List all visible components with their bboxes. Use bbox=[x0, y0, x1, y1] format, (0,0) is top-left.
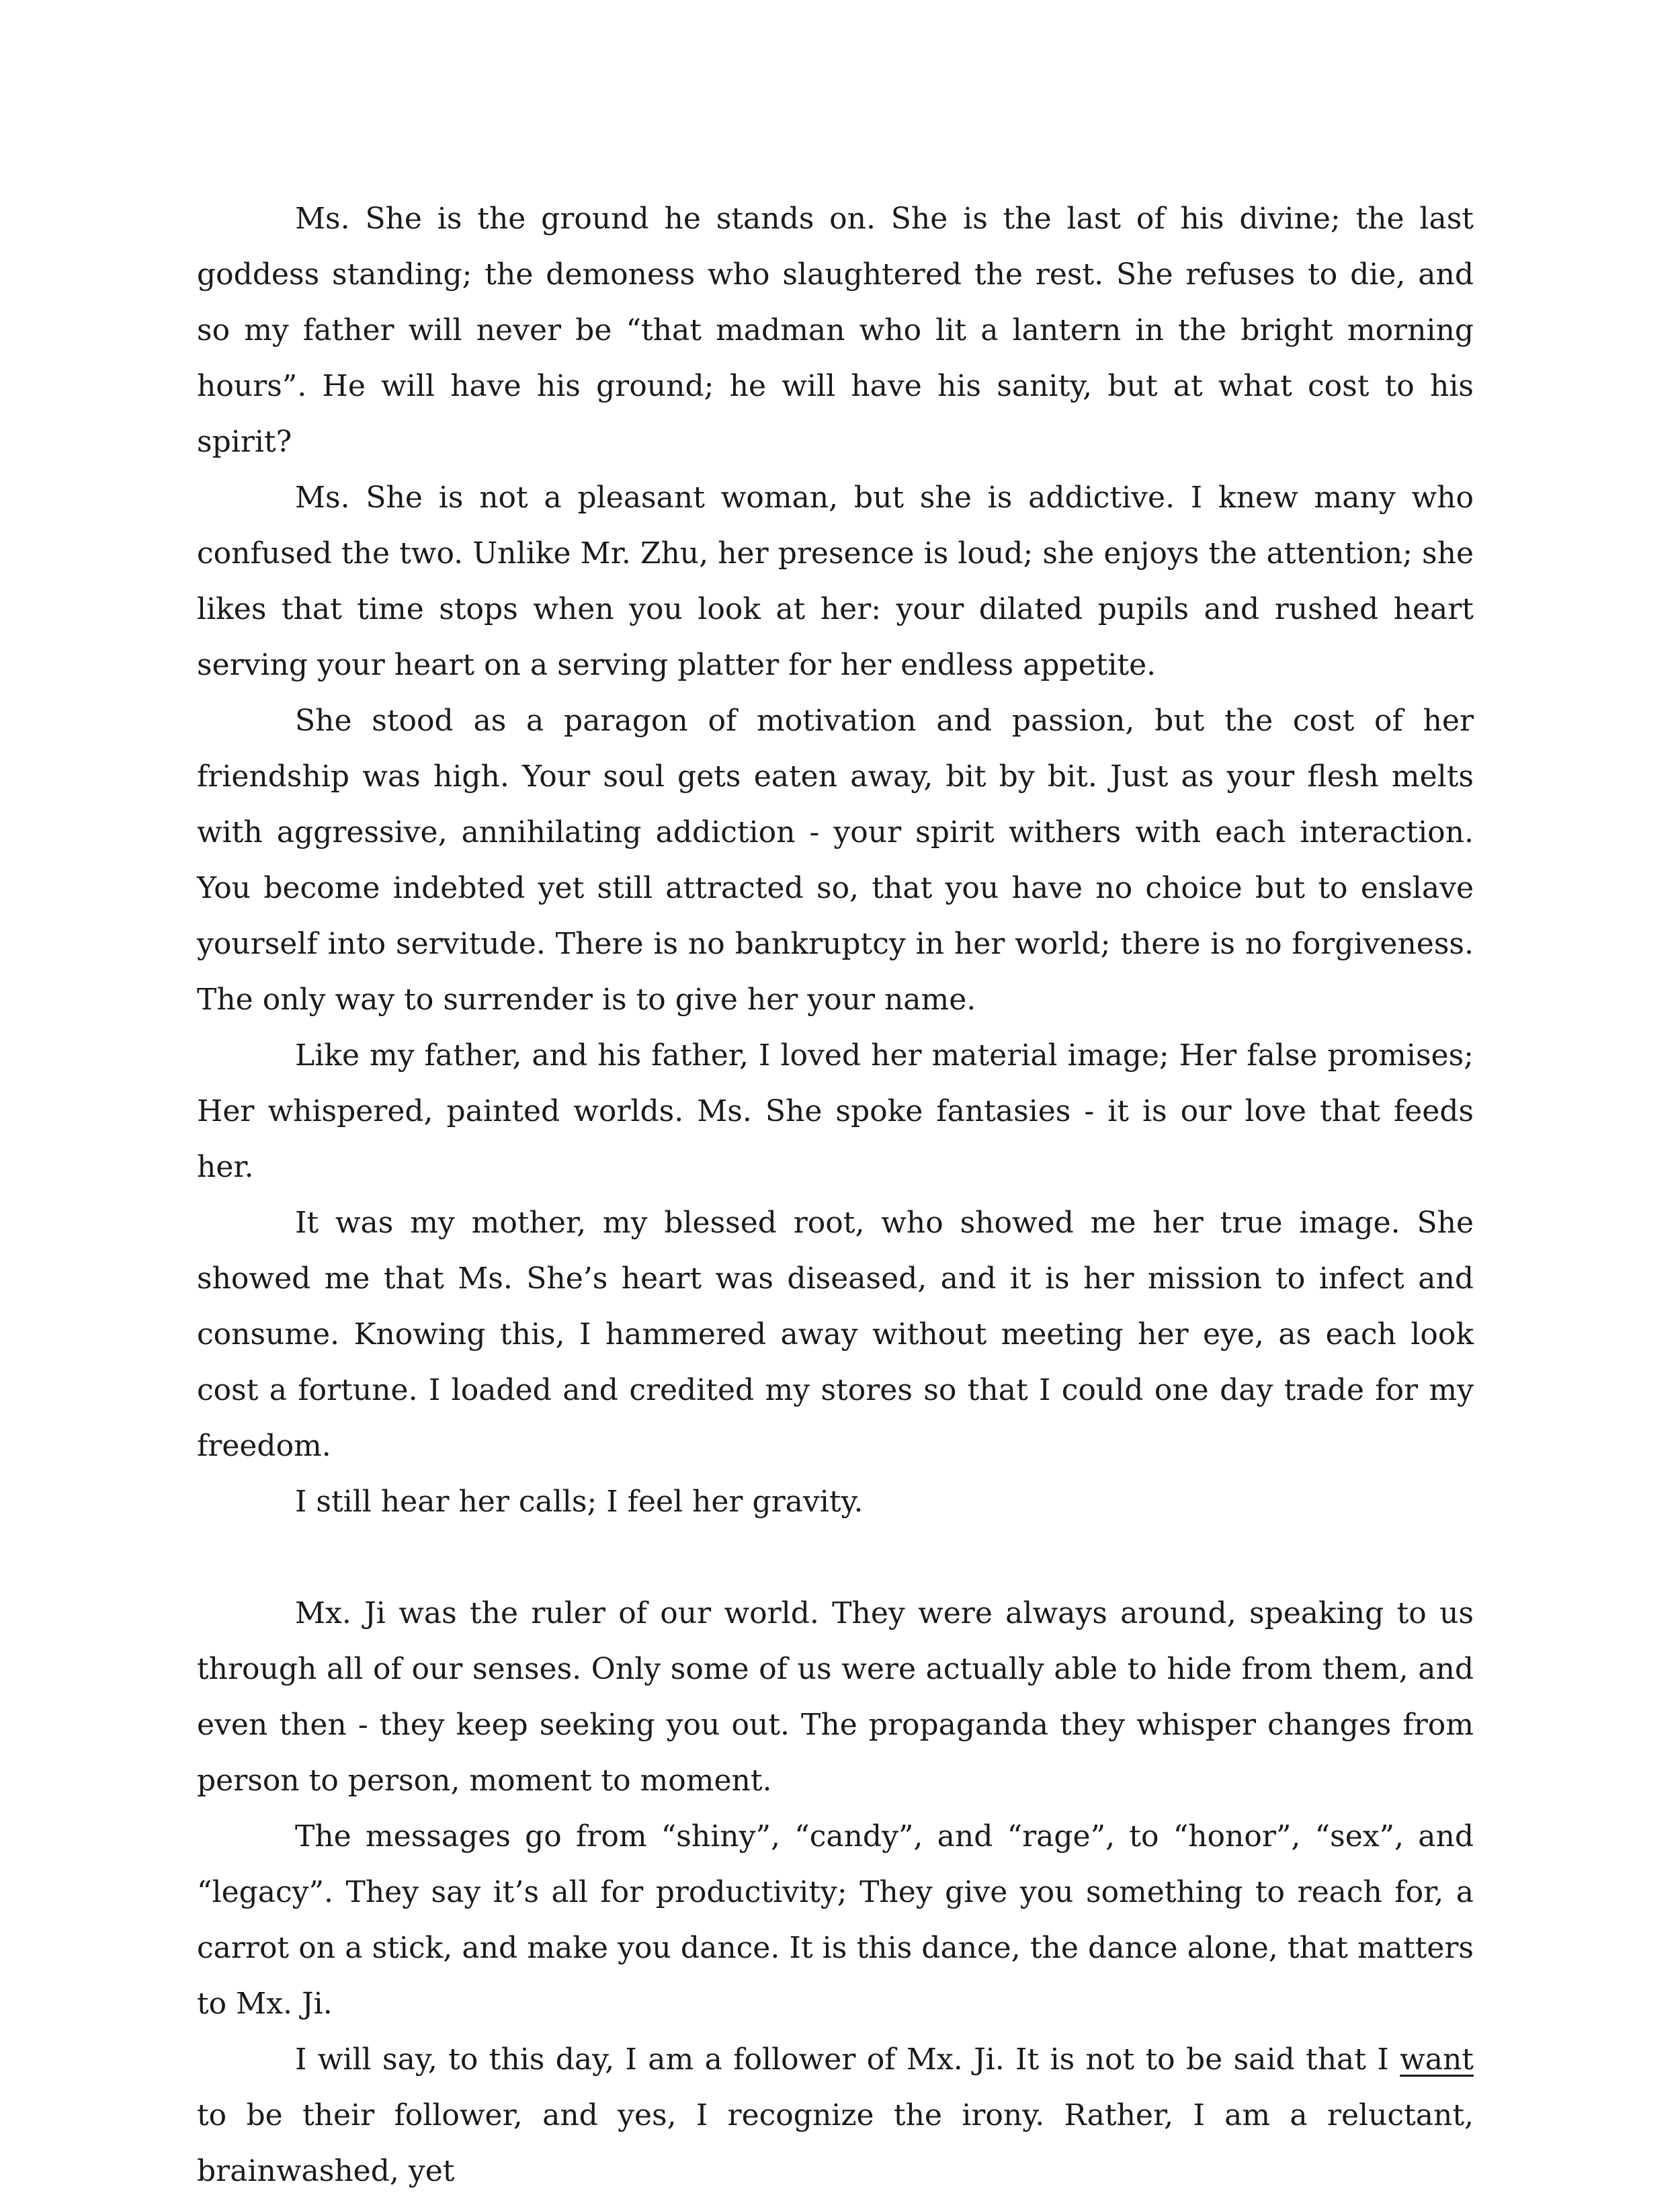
paragraph-4: Like my father, and his father, I loved her material image; Her false promises; Her whispered, painted worlds. Ms. She spoke fantasies - it is our love that feeds her. bbox=[197, 1038, 1474, 1184]
paragraph-6: I still hear her calls; I feel her gravity. bbox=[295, 1485, 864, 1519]
paragraph-8: The messages go from “shiny”, “candy”, and “rage”, to “honor”, “sex”, and “legacy”. They say it’s all for productivity; They give you something to reach for, a carrot on a stick, and make you dance. It is this dance, the dance alone, that matters to Mx. Ji. bbox=[197, 1819, 1474, 2021]
paragraph-3: She stood as a paragon of motivation and passion, but the cost of her friendship was high. Your soul gets eaten away, bit by bit. Just as your flesh melts with aggressive, annihilating addiction - your spirit withers with each interaction. You become indebted yet still attracted so, that you have no choice but to enslave yourself into servitude. There is no bankruptcy in her world; there is no forgiveness. The only way to surrender is to give her your name. bbox=[197, 704, 1474, 1017]
body-text bbox=[197, 191, 1474, 2199]
underlined-word: want bbox=[1400, 2042, 1474, 2077]
paragraph-2: Ms. She is not a pleasant woman, but she is addictive. I knew many who confused the two. Unlike Mr. Zhu, her presence is loud; she enjoys the attention; she likes that time stops when you look at her: your dilated pupils and rushed heart serving your heart on a serving platter for her endless appetite. bbox=[197, 481, 1474, 682]
section-break bbox=[197, 1530, 1474, 1585]
paragraph-9-text-after: to be their follower, and yes, I recognize the irony. Rather, I am a reluctant, brainwashed, yet bbox=[197, 2098, 1474, 2188]
paragraph-5: It was my mother, my blessed root, who showed me her true image. She showed me that Ms. She’s heart was diseased, and it is her mission to infect and consume. Knowing this, I hammered away without meeting her eye, as each look cost a fortune. I loaded and credited my stores so that I could one day trade for my freedom. bbox=[197, 1206, 1474, 1463]
paragraph-7: Mx. Ji was the ruler of our world. They were always around, speaking to us through all of our senses. Only some of us were actually able to hide from them, and even then - they keep seeking you out. The propaganda they whisper changes from person to person, moment to moment. bbox=[197, 1596, 1474, 1798]
paragraph-1: Ms. She is the ground he stands on. She is the last of his divine; the last goddess standing; the demoness who slaughtered the rest. She refuses to die, and so my father will never be “that madman who lit a lantern in the bright morning hours”. He will have his ground; he will have his sanity, but at what cost to his spirit? bbox=[197, 202, 1474, 459]
paragraph-9-text-before: I will say, to this day, I am a follower of Mx. Ji. It is not to be said that I bbox=[295, 2042, 1400, 2077]
